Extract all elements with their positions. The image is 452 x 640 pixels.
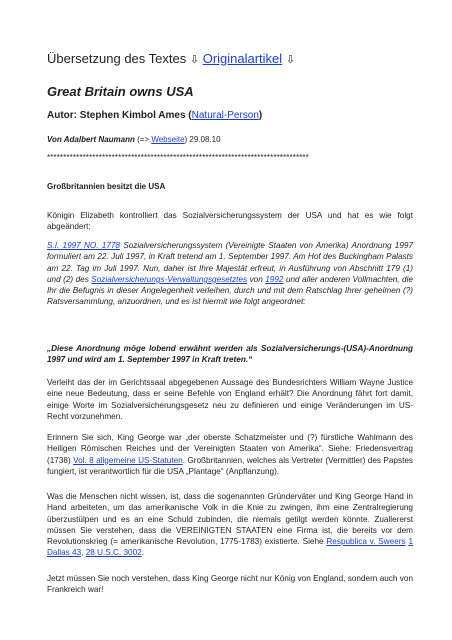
- down-arrow-icon: ⇩: [189, 54, 200, 66]
- paragraph-6-text-4: .: [141, 548, 144, 558]
- paragraph-6-text-1: Was die Menschen nicht wissen, ist, dass die sogenannten Gründerväter und King George Hand in Hand arbeiteten, um das amerikanische Volk in die Knie zu zwingen, ihm eine Zentralregierung überzustülpen und es an eine Schuld zubinden, die niemals getilgt werden könnte. Zuallererst müssen Sie verstehen, dass die VEREINIGTEN STAATEN eine Firma ist, die bereits vor dem Revolutionskrieg (= amerikanische Revolution, 1775-1783) existierte. Siehe: [47, 492, 413, 547]
- website-link[interactable]: Webseite: [151, 135, 185, 144]
- paragraph-5: [47, 432, 413, 477]
- respublica-link[interactable]: Respublica v. Sweers: [326, 537, 406, 547]
- social-security-act-link[interactable]: Sozialversicherungs-Verwaltungsgesetztes: [91, 274, 248, 284]
- paragraph-7: Jetzt müssen Sie noch verstehen, dass King George nicht nur König von England, sondern auch von Frankreich war!: [47, 574, 413, 595]
- usc-link[interactable]: 28 U.S.C. 3002: [85, 548, 142, 558]
- dallas-link[interactable]: 1 Dallas 43: [47, 537, 413, 558]
- year-1992-link[interactable]: 1992: [265, 274, 284, 284]
- paragraph-1: Königin Elizabeth kontrolliert das Sozialversicherungssystem der USA und hat es wie folgt abgeändert:: [47, 211, 413, 232]
- separator-line: *********************************************************************************: [47, 153, 309, 162]
- author-label: Autor: Stephen Kimbol Ames (: [47, 110, 192, 121]
- natural-person-link[interactable]: Natural-Person: [191, 110, 259, 121]
- translation-header: [47, 51, 413, 68]
- quoted-order: „Diese Anordnung möge lobend erwähnt werden als Sozialversicherungs-(USA)-Anordnung 1997 und wird am 1. September 1997 in Kraft treten.“: [47, 344, 413, 365]
- author-line: [47, 109, 413, 122]
- paragraph-5-text-1: Erinnern Sie sich, King George war „der oberste Schatzmeister und (?) fürstliche Wahlmann des Heiligen Römischen Reiches und der Vereinigten Staaten von Amerika“. Siehe: Friedensvertrag (1738): [47, 433, 413, 465]
- paragraph-6-text-3: ,: [81, 548, 86, 558]
- article-title: Great Britain owns USA: [47, 84, 194, 99]
- paragraph-6: [47, 491, 413, 559]
- paragraph-2: [47, 240, 413, 308]
- translation-header-prefix: Übersetzung des Textes: [47, 51, 187, 66]
- author-suffix: ): [258, 110, 263, 121]
- byline-author: Von Adalbert Naumann: [47, 135, 135, 144]
- paragraph-2-text-2: von: [247, 274, 266, 284]
- section-subtitle: Großbritannien besitzt die USA: [47, 182, 166, 191]
- down-arrow-icon: ⇩: [285, 54, 296, 66]
- paragraph-2-text-3: und aller anderen Vollmachten, die Ihr die Befugnis in dieser Angelegenheit verleihen, durch und mit dem Ratschlag Ihrer geheimen (?) Ratsversammlung, anzuordnen, und es ist hiermit wie folgt angeordnet:: [47, 274, 413, 307]
- original-article-link[interactable]: Originalartikel: [202, 51, 283, 66]
- us-statutes-link[interactable]: Vol. 8 allgemeine US-Statuten: [73, 455, 183, 465]
- byline-date: ) 29.08.10: [184, 135, 221, 144]
- byline: [47, 134, 413, 145]
- paragraph-2-text-1: Sozialversicherungssystem (Vereinigte Staaten von Amerika) Anordnung 1997 formuliert am 22. Juli 1997, in Kraft tretend am 1. September 1997. Am Hof des Buckingham Palasts am 22. Tag im Juli 1997. Nun, daher ist Ihre Majestät erfreut, in Ausführung von Abschnitt 179 (1) und (2) des: [47, 241, 414, 284]
- paragraph-4: Verleiht das der im Gerichtssaal abgegebenen Aussage des Bundesrichters William Wayne Justice eine neue Bedeutung, dass er seine Befehle von England erhält? Die Anordnung fährt fort damit, einige Worte im Sozialversicherungsgesetz neu zu definieren und einige Veränderungen im US-Recht vorzunehmen.: [47, 378, 413, 421]
- paragraph-5-text-2: . Großbritannien, welches als Vertreter (Vermittler) des Papstes fungiert, ist verantwortlich für die USA „Plantage“ (Anpflanzung).: [47, 455, 413, 476]
- si-1997-link[interactable]: S.I. 1997 NO. 1778: [47, 241, 120, 250]
- byline-mid: (=>: [134, 135, 152, 144]
